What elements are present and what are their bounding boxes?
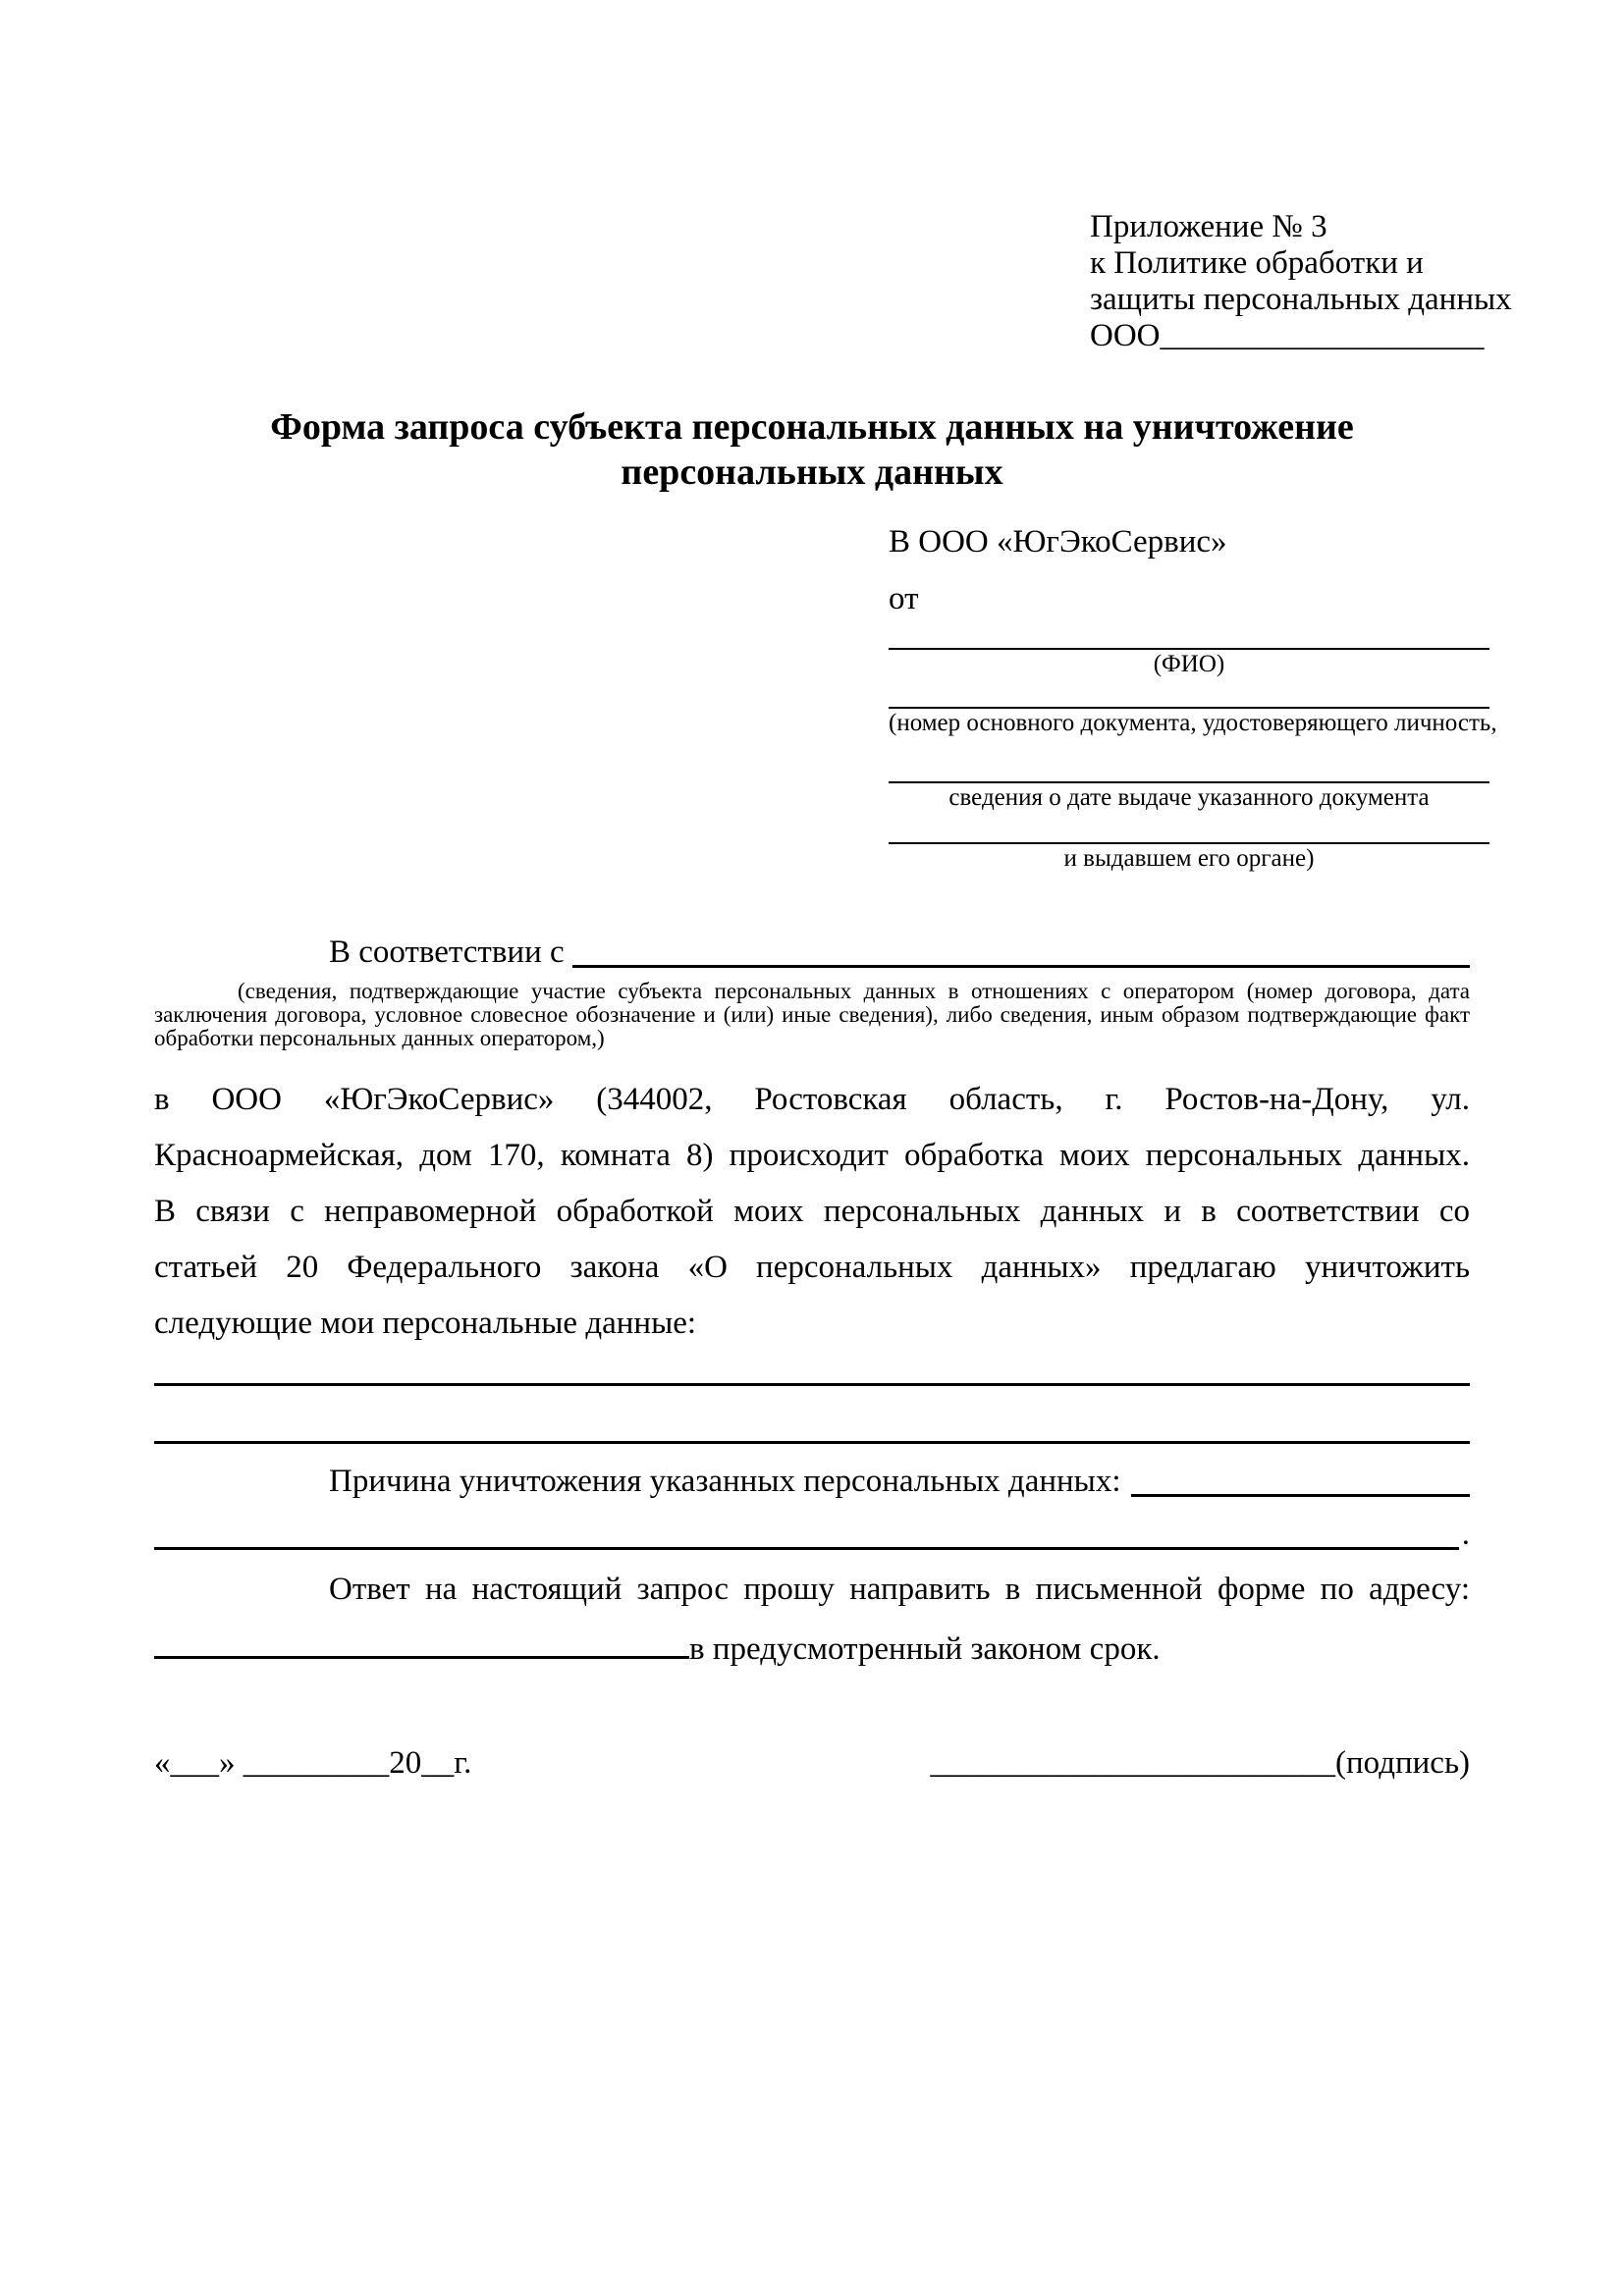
body-paragraph-line-5: следующие мои персональные данные:: [154, 1306, 697, 1341]
date-blank-line[interactable]: «___» _________20__г.: [154, 1745, 472, 1781]
annex-block: [1090, 209, 1512, 354]
addressee-block: [889, 520, 1497, 874]
accordance-blank-line[interactable]: [572, 965, 1470, 968]
form-title-line-1: Форма запроса субъекта персональных данных на уничтожение: [270, 406, 1354, 448]
answer-paragraph: Ответ на настоящий запрос прошу направить в письменной форме по адресу:: [329, 1572, 1470, 1607]
reason-row: [154, 1460, 1470, 1503]
reason-label: Причина уничтожения указанных персональных данных:: [329, 1464, 1121, 1499]
body-paragraph: [154, 1072, 1470, 1352]
body-paragraph-line-4: статьей 20 Федерального закона «О персональных данных» предлагаю уничтожить: [154, 1250, 1470, 1285]
reason-period: .: [1461, 1517, 1470, 1552]
issue-date-caption: сведения о дате выдаче указанного документа: [948, 784, 1430, 811]
issuing-authority-blank-line[interactable]: [889, 813, 1489, 844]
addressee-from-label: от: [889, 581, 919, 616]
answer-suffix: в предусмотренный законом срок.: [689, 1631, 1161, 1667]
answer-second-line: [154, 1623, 1470, 1671]
personal-data-blank-line-2[interactable]: [154, 1441, 1470, 1444]
form-title-line-2: персональных данных: [621, 452, 1003, 493]
issue-date-blank-line[interactable]: [889, 738, 1489, 783]
signature-caption: (подпись): [1335, 1745, 1470, 1781]
form-title: [154, 404, 1470, 495]
addressee-organization: В ООО «ЮгЭкоСервис»: [889, 524, 1227, 560]
issuing-authority-caption: и выдавшем его органе): [1063, 845, 1315, 872]
annex-ooo-blank-line[interactable]: ООО____________________: [1090, 318, 1485, 353]
reason-continuation-row: [154, 1513, 1470, 1556]
annex-line-3: защиты персональных данных: [1090, 282, 1512, 317]
signature-group: [931, 1741, 1471, 1785]
footer-row: [154, 1741, 1470, 1785]
signature-blank-line[interactable]: _________________________: [930, 1745, 1335, 1781]
body-paragraph-line-2: Красноармейская, дом 170, комната 8) происходит обработка моих персональных данных.: [154, 1138, 1470, 1173]
accordance-lead: В соответствии с: [329, 934, 565, 970]
accordance-note: (сведения, подтверждающие участие субъекта персональных данных в отношениях с оператором (номер договора, дата заключения договора, условное словесное обозначение и (или) иные сведения), либо сведения, иным образом подтверждающие факт обработки персональных данных оператором,): [154, 979, 1470, 1050]
annex-line-1: Приложение № 3: [1090, 209, 1327, 244]
accordance-row: [154, 931, 1470, 974]
annex-line-2: к Политике обработки и: [1090, 245, 1424, 281]
document-number-blank-line[interactable]: [889, 679, 1489, 709]
body-paragraph-line-1: в ООО «ЮгЭкоСервис» (344002, Ростовская область, г. Ростов-на-Дону, ул.: [154, 1082, 1470, 1117]
body-paragraph-line-3: В связи с неправомерной обработкой моих персональных данных и в соответствии со: [154, 1194, 1470, 1229]
document-number-caption: (номер основного документа, удостоверяющего личность,: [889, 710, 1497, 736]
personal-data-blank-line-1[interactable]: [154, 1383, 1470, 1386]
reason-blank-line[interactable]: [1131, 1494, 1470, 1497]
fio-caption: (ФИО): [1153, 651, 1225, 677]
fio-blank-line[interactable]: [889, 620, 1489, 650]
response-address-blank-line[interactable]: [154, 1623, 689, 1659]
reason-blank-line-2[interactable]: [154, 1547, 1459, 1550]
